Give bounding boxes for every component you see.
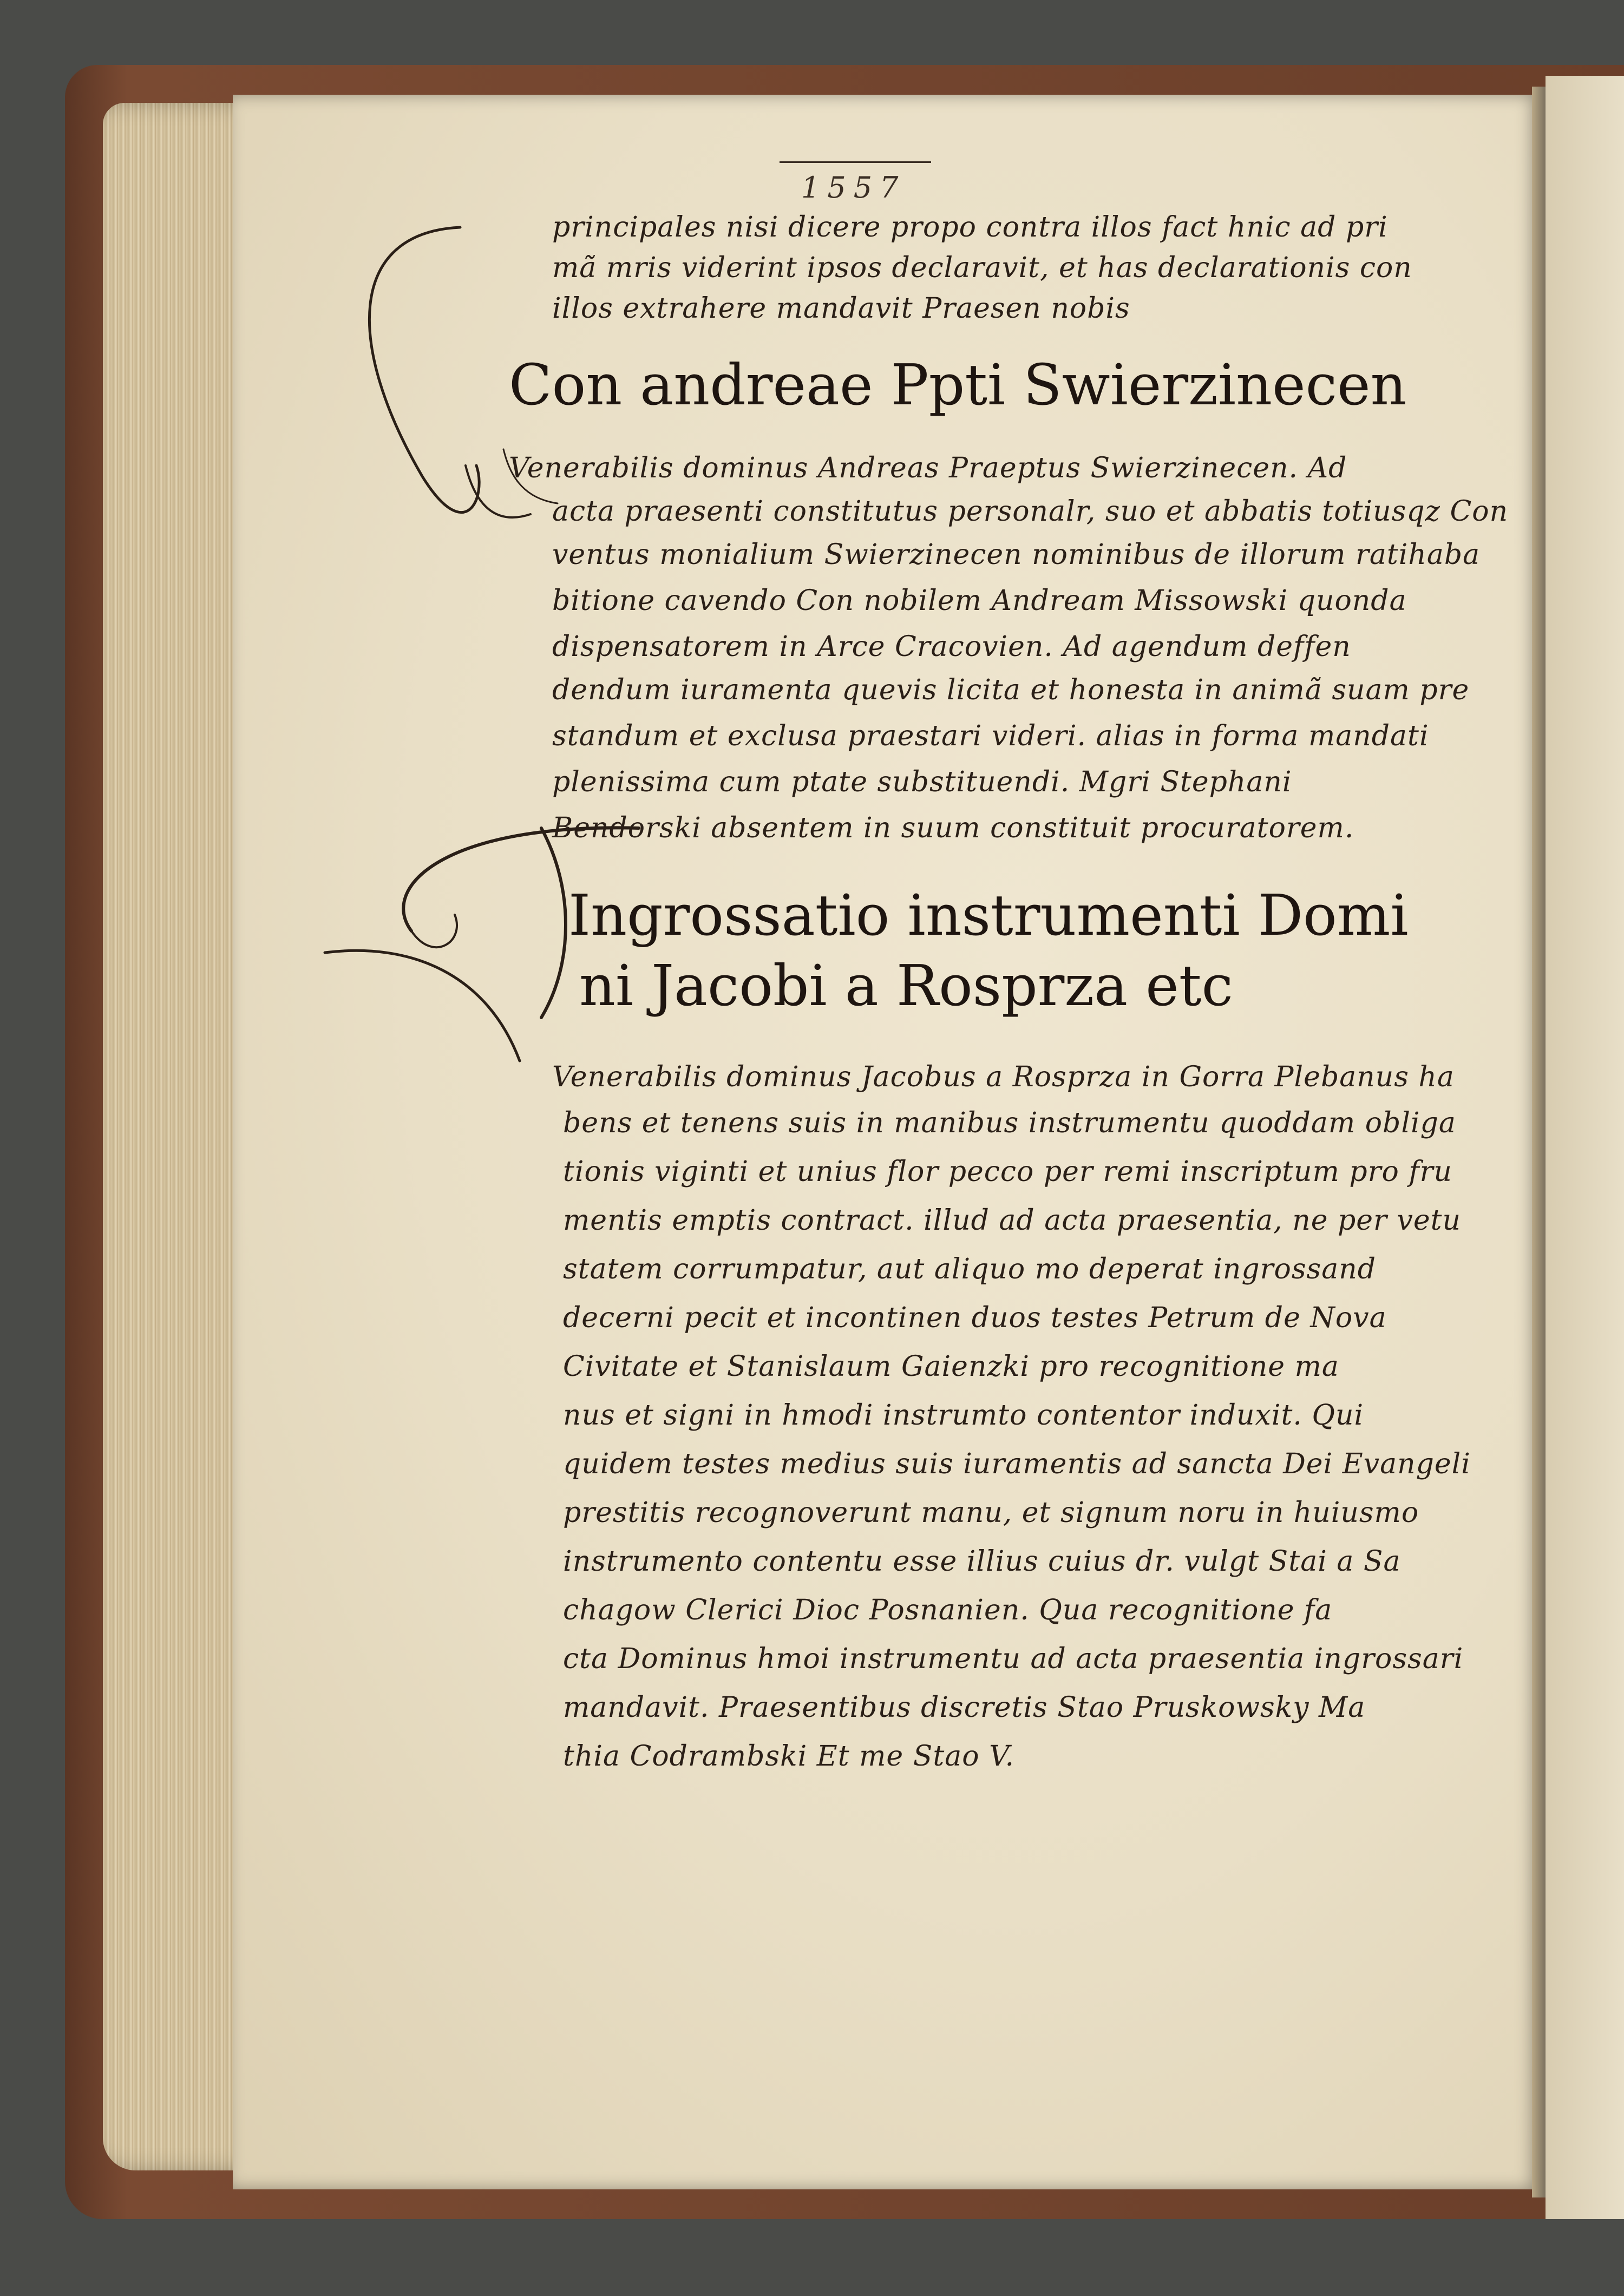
text-line: illos extrahere mandavit Praesen nobis: [552, 292, 1130, 325]
text-line: chagow Clerici Dioc Posnanien. Qua recognitione fa: [563, 1594, 1333, 1626]
text-line: standum et exclusa praestari videri. alias in forma mandati: [552, 720, 1429, 752]
text-line: thia Codrambski Et me Stao V.: [563, 1740, 1015, 1773]
text-line: Venerabilis dominus Andreas Praeptus Swierzinecen. Ad: [509, 452, 1347, 484]
text-line: ventus monialium Swierzinecen nominibus de illorum ratihaba: [552, 539, 1481, 571]
text-line: Civitate et Stanislaum Gaienzki pro recognitione ma: [563, 1350, 1339, 1383]
text-line: Bendorski absentem in suum constituit procuratorem.: [552, 812, 1354, 844]
text-line: bens et tenens suis in manibus instrumentu quoddam obliga: [563, 1107, 1456, 1139]
folio-number: 1557: [801, 170, 906, 205]
entry-heading: ni Jacobi a Rosprza etc: [579, 953, 1233, 1019]
text-line: decerni pecit et incontinen duos testes Petrum de Nova: [563, 1302, 1387, 1334]
text-line: prestitis recognoverunt manu, et signum noru in huiusmo: [563, 1497, 1419, 1529]
text-line: statem corrumpatur, aut aliquo mo deperat ingrossand: [563, 1253, 1376, 1285]
text-line: mandavit. Praesentibus discretis Stao Pruskowsky Ma: [563, 1691, 1366, 1724]
text-line: bitione cavendo Con nobilem Andream Missowski quonda: [552, 585, 1407, 617]
text-line: plenissima cum ptate substituendi. Mgri Stephani: [552, 766, 1292, 798]
text-line: nus et signi in hmodi instrumto contentor induxit. Qui: [563, 1399, 1364, 1432]
text-line: quidem testes medius suis iuramentis ad sancta Dei Evangeli: [563, 1448, 1471, 1480]
entry-heading: Con andreae Ppti Swierzinecen: [509, 352, 1407, 418]
text-line: principales nisi dicere propo contra illos fact hnic ad pri: [552, 211, 1388, 244]
text-line: Venerabilis dominus Jacobus a Rosprza in Gorra Plebanus ha: [552, 1061, 1455, 1093]
entry-heading: Ingrossatio instrumenti Domi: [568, 882, 1409, 948]
text-line: instrumento contentu esse illius cuius dr. vulgt Stai a Sa: [563, 1545, 1401, 1578]
text-line: cta Dominus hmoi instrumentu ad acta praesentia ingrossari: [563, 1643, 1464, 1675]
text-line: acta praesenti constitutus personalr, suo et abbatis totiusqz Con: [552, 495, 1509, 528]
text-line: mã mris viderint ipsos declaravit, et has declarationis con: [552, 252, 1412, 284]
folio-rule: [780, 161, 931, 163]
text-line: dispensatorem in Arce Cracovien. Ad agendum deffen: [552, 631, 1351, 663]
text-line: dendum iuramenta quevis licita et honesta in animã suam pre: [552, 674, 1470, 706]
text-line: tionis viginti et unius flor pecco per remi inscriptum pro fru: [563, 1156, 1452, 1188]
text-line: mentis emptis contract. illud ad acta praesentia, ne per vetu: [563, 1204, 1461, 1237]
